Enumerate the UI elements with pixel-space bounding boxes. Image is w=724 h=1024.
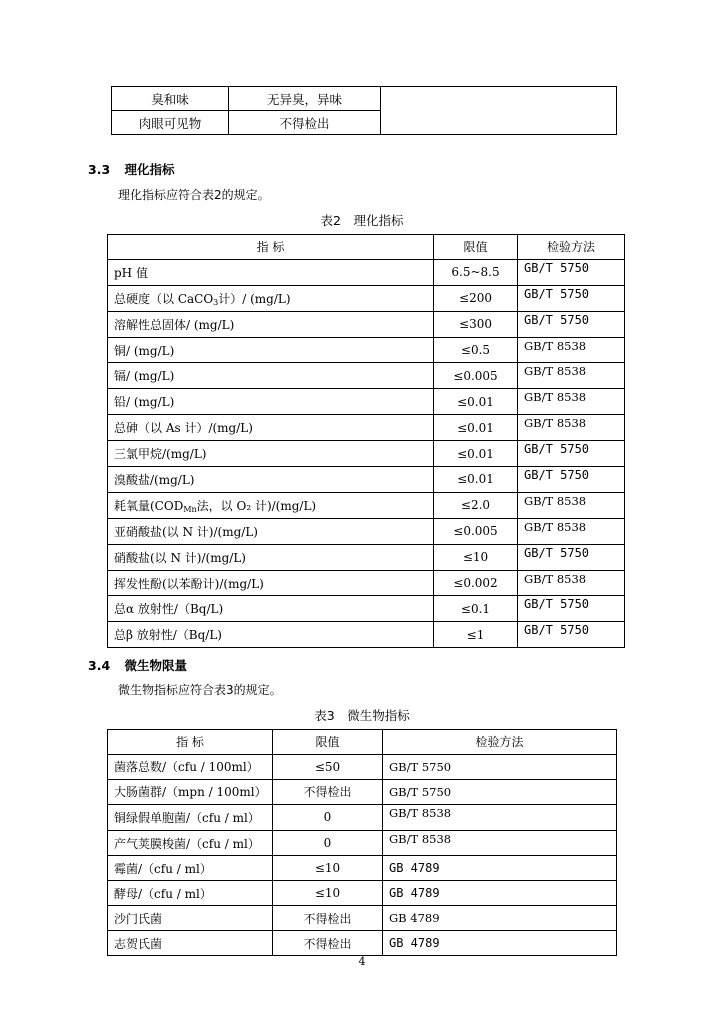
indicator-cell [108, 544, 434, 570]
sensory-item: 肉眼可见物 [112, 111, 229, 135]
table-row [108, 570, 625, 596]
section-intro: 微生物指标应符合表3的规定。 [118, 683, 282, 697]
indicator-cell [108, 389, 434, 415]
method-cell: GB 4789 [383, 856, 617, 881]
table-row [108, 467, 625, 493]
limit-cell: ≤50 [273, 754, 383, 779]
empty-cell [381, 87, 617, 135]
indicator-cell [108, 441, 434, 467]
table-row [108, 881, 617, 906]
limit-cell: 6.5~8.5 [434, 259, 518, 285]
indicator-cell [108, 570, 434, 596]
limit-cell: ≤0.01 [434, 467, 518, 493]
indicator-text: 硝酸盐(以 N 计)/(mg/L) [114, 550, 246, 565]
indicator-text-suffix: 法，以 O₂ 计)/(mg/L) [196, 498, 317, 513]
limit-cell: ≤10 [434, 544, 518, 570]
col-header-method: 检验方法 [518, 235, 625, 260]
method-cell: GB/T 8538 [518, 518, 625, 544]
method-cell: GB/T 8538 [383, 804, 617, 830]
indicator-cell [108, 492, 434, 518]
indicator-cell: 大肠菌群/（mpn / 100ml） [108, 779, 273, 804]
method-cell: GB/T 8538 [383, 830, 617, 856]
indicator-cell: 霉菌/（cfu / ml） [108, 856, 273, 881]
section-heading-3-3 [88, 160, 175, 178]
col-header-limit: 限值 [434, 235, 518, 260]
indicator-cell: 铜绿假单胞菌/（cfu / ml） [108, 804, 273, 830]
method-cell: GB/T 5750 [518, 259, 625, 285]
indicator-text: pH 值 [114, 265, 148, 280]
indicator-cell [108, 467, 434, 493]
method-cell: GB 4789 [383, 881, 617, 906]
table-row [108, 259, 625, 285]
indicator-text: 亚硝酸盐(以 N 计)/(mg/L) [114, 524, 258, 539]
table-row [108, 492, 625, 518]
method-cell: GB/T 5750 [518, 544, 625, 570]
indicator-cell [108, 337, 434, 363]
table-row [108, 518, 625, 544]
indicator-text: 镉/ (mg/L) [114, 369, 175, 384]
indicator-cell: 志贺氏菌 [108, 931, 273, 956]
method-cell: GB/T 8538 [518, 363, 625, 389]
table-row [108, 596, 625, 622]
limit-cell: ≤0.5 [434, 337, 518, 363]
method-cell: GB/T 5750 [518, 596, 625, 622]
table-body [108, 259, 625, 647]
indicator-text: 耗氧量(COD [114, 498, 184, 513]
table-row [108, 622, 625, 648]
method-cell: GB/T 5750 [518, 441, 625, 467]
sensory-item: 臭和味 [112, 87, 229, 111]
indicator-cell [108, 415, 434, 441]
limit-cell: ≤0.1 [434, 596, 518, 622]
table-row [108, 931, 617, 956]
indicator-cell [108, 259, 434, 285]
method-cell: GB 4789 [383, 906, 617, 931]
section-number: 3.3 [88, 162, 111, 177]
microbiological-table [107, 729, 617, 956]
table-row [108, 415, 625, 441]
table-caption: 表2 理化指标 [320, 213, 404, 228]
indicator-cell [108, 285, 434, 311]
limit-cell: ≤300 [434, 311, 518, 337]
method-cell: GB/T 5750 [518, 285, 625, 311]
table-body [108, 754, 617, 955]
indicator-cell: 菌落总数/（cfu / 100ml） [108, 754, 273, 779]
limit-cell: ≤0.005 [434, 363, 518, 389]
indicator-text: 三氯甲烷/(mg/L) [114, 447, 207, 462]
table-row [108, 804, 617, 830]
indicator-text: 总硬度（以 CaCO [114, 291, 214, 306]
indicator-text: 溶解性总固体/ (mg/L) [114, 317, 235, 332]
method-cell: GB/T 8538 [518, 492, 625, 518]
col-header-method: 检验方法 [383, 730, 617, 755]
limit-cell: 0 [273, 804, 383, 830]
table-row [108, 363, 625, 389]
indicator-cell [108, 596, 434, 622]
limit-cell: 不得检出 [273, 906, 383, 931]
method-cell: GB/T 8538 [518, 415, 625, 441]
indicator-cell: 产气荚膜梭菌/（cfu / ml） [108, 830, 273, 856]
table-row [108, 441, 625, 467]
indicator-cell [108, 518, 434, 544]
section-heading-3-4 [88, 656, 187, 674]
method-cell: GB/T 5750 [518, 311, 625, 337]
indicator-subscript: Mn [183, 504, 197, 514]
col-header-indicator: 指 标 [108, 235, 434, 260]
table-row [112, 87, 617, 111]
method-cell: GB/T 8538 [518, 389, 625, 415]
limit-cell: 不得检出 [273, 931, 383, 956]
indicator-text: 铅/ (mg/L) [114, 395, 175, 410]
limit-cell: ≤10 [273, 881, 383, 906]
col-header-limit: 限值 [273, 730, 383, 755]
table-row [108, 389, 625, 415]
indicator-text: 溴酸盐/(mg/L) [114, 472, 195, 487]
table-row [108, 856, 617, 881]
indicator-subscript: 3 [213, 297, 219, 307]
method-cell: GB 4789 [383, 931, 617, 956]
table-row [108, 830, 617, 856]
table-row [108, 337, 625, 363]
table-header-row [108, 235, 625, 260]
table-row [108, 779, 617, 804]
indicator-text: 总β 放射性/（Bq/L) [114, 628, 222, 643]
table-row [108, 544, 625, 570]
indicator-cell [108, 622, 434, 648]
limit-cell: ≤0.01 [434, 415, 518, 441]
section-number: 3.4 [88, 658, 111, 673]
col-header-indicator: 指 标 [108, 730, 273, 755]
limit-cell: ≤0.002 [434, 570, 518, 596]
method-cell: GB/T 5750 [383, 754, 617, 779]
limit-cell: 0 [273, 830, 383, 856]
table-row [108, 285, 625, 311]
page-number: 4 [358, 955, 366, 968]
section-title: 微生物限量 [124, 658, 188, 673]
limit-cell: ≤0.01 [434, 441, 518, 467]
table-row [108, 906, 617, 931]
indicator-cell: 酵母/（cfu / ml） [108, 881, 273, 906]
indicator-text: 挥发性酚(以苯酚计)/(mg/L) [114, 576, 264, 591]
method-cell: GB/T 8538 [518, 337, 625, 363]
indicator-text: 总α 放射性/（Bq/L) [114, 602, 224, 617]
limit-cell: ≤2.0 [434, 492, 518, 518]
method-cell: GB/T 5750 [518, 467, 625, 493]
section-intro: 理化指标应符合表2的规定。 [118, 188, 270, 202]
indicator-cell: 沙门氏菌 [108, 906, 273, 931]
method-cell: GB/T 8538 [518, 570, 625, 596]
table-header-row [108, 730, 617, 755]
limit-cell: ≤0.005 [434, 518, 518, 544]
sensory-value: 不得检出 [229, 111, 381, 135]
method-cell: GB/T 5750 [383, 779, 617, 804]
limit-cell: ≤0.01 [434, 389, 518, 415]
table-caption: 表3 微生物指标 [314, 708, 410, 723]
limit-cell: ≤10 [273, 856, 383, 881]
sensory-value: 无异臭，异味 [229, 87, 381, 111]
limit-cell: ≤200 [434, 285, 518, 311]
physicochemical-table [107, 234, 625, 648]
indicator-text: 总砷（以 As 计）/(mg/L) [114, 421, 253, 436]
method-cell: GB/T 5750 [518, 622, 625, 648]
section-title: 理化指标 [124, 162, 175, 177]
indicator-text: 铜/ (mg/L) [114, 343, 175, 358]
limit-cell: 不得检出 [273, 779, 383, 804]
indicator-text-suffix: 计）/ (mg/L) [218, 291, 291, 306]
table-row [108, 311, 625, 337]
indicator-cell [108, 363, 434, 389]
sensory-table-continuation [111, 86, 617, 135]
limit-cell: ≤1 [434, 622, 518, 648]
table-row [108, 754, 617, 779]
indicator-cell [108, 311, 434, 337]
